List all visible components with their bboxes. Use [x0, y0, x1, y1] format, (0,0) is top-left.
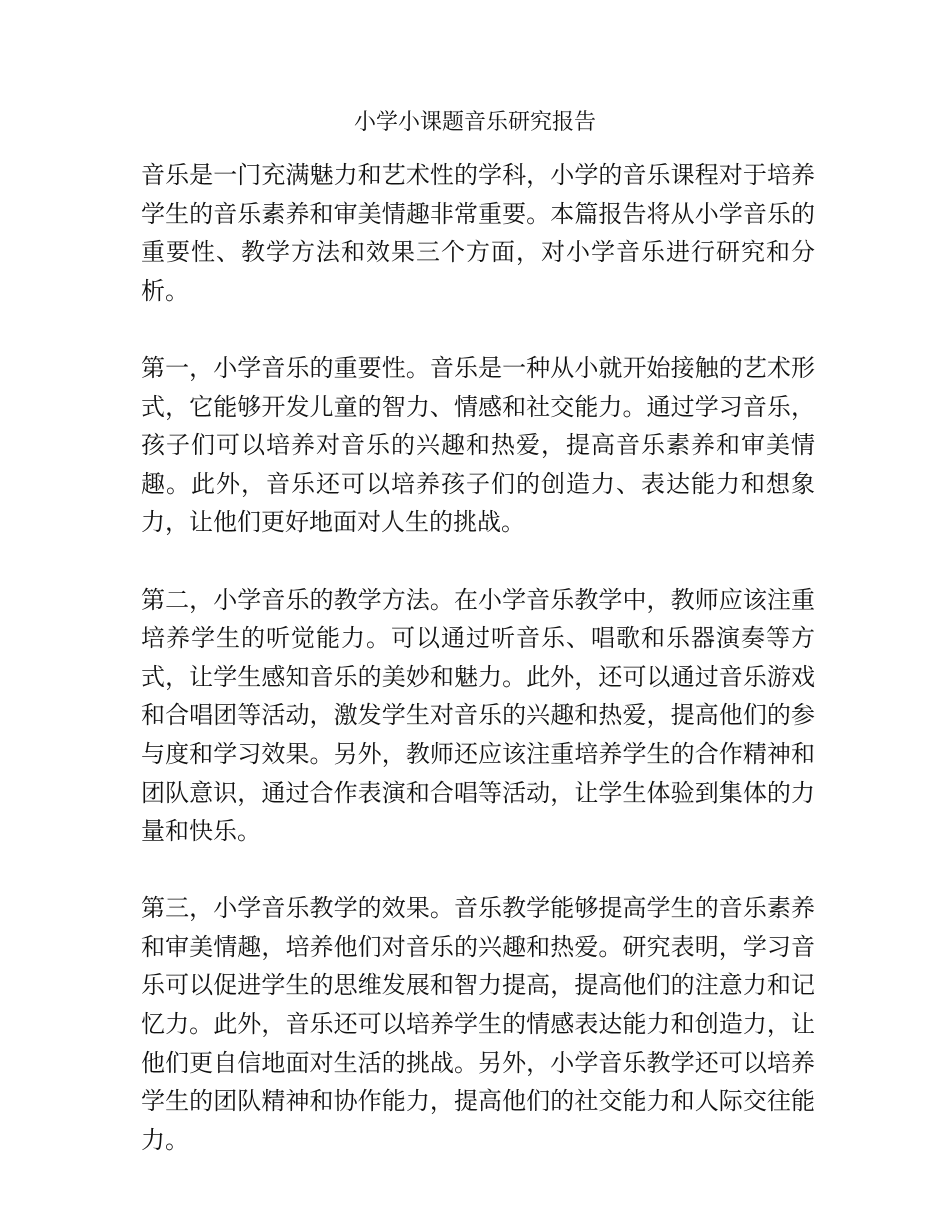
document-title: 小学小课题音乐研究报告	[353, 110, 596, 135]
paragraph-teaching-methods: 第二，小学音乐的教学方法。在小学音乐教学中，教师应该注重培养学生的听觉能力。可以通过听音乐、唱歌和乐器演奏等方式，让学生感知音乐的美妙和魅力。此外，还可以通过音乐游戏和合唱团等活动，激发学生对音乐的兴趣和热爱，提高他们的参与度和学习效果。另外，教师还应该注重培养学生的合作精神和团队意识，通过合作表演和合唱等活动，让学生体验到集体的力量和快乐。	[141, 585, 815, 846]
document-body	[141, 156, 815, 1159]
paragraph-intro: 音乐是一门充满魅力和艺术性的学科，小学的音乐课程对于培养学生的音乐素养和审美情趣非常重要。本篇报告将从小学音乐的重要性、教学方法和效果三个方面，对小学音乐进行研究和分析。	[141, 161, 815, 305]
paragraph-effects: 第三，小学音乐教学的效果。音乐教学能够提高学生的音乐素养和审美情趣，培养他们对音乐的兴趣和热爱。研究表明，学习音乐可以促进学生的思维发展和智力提高，提高他们的注意力和记忆力。此外，音乐还可以培养学生的情感表达能力和创造力，让他们更自信地面对生活的挑战。另外，小学音乐教学还可以培养学生的团队精神和协作能力，提高他们的社交能力和人际交往能力。	[141, 894, 815, 1154]
paragraph-importance: 第一，小学音乐的重要性。音乐是一种从小就开始接触的艺术形式，它能够开发儿童的智力、情感和社交能力。通过学习音乐，孩子们可以培养对音乐的兴趣和热爱，提高音乐素养和审美情趣。此外，音乐还可以培养孩子们的创造力、表达能力和想象力，让他们更好地面对人生的挑战。	[141, 353, 815, 537]
